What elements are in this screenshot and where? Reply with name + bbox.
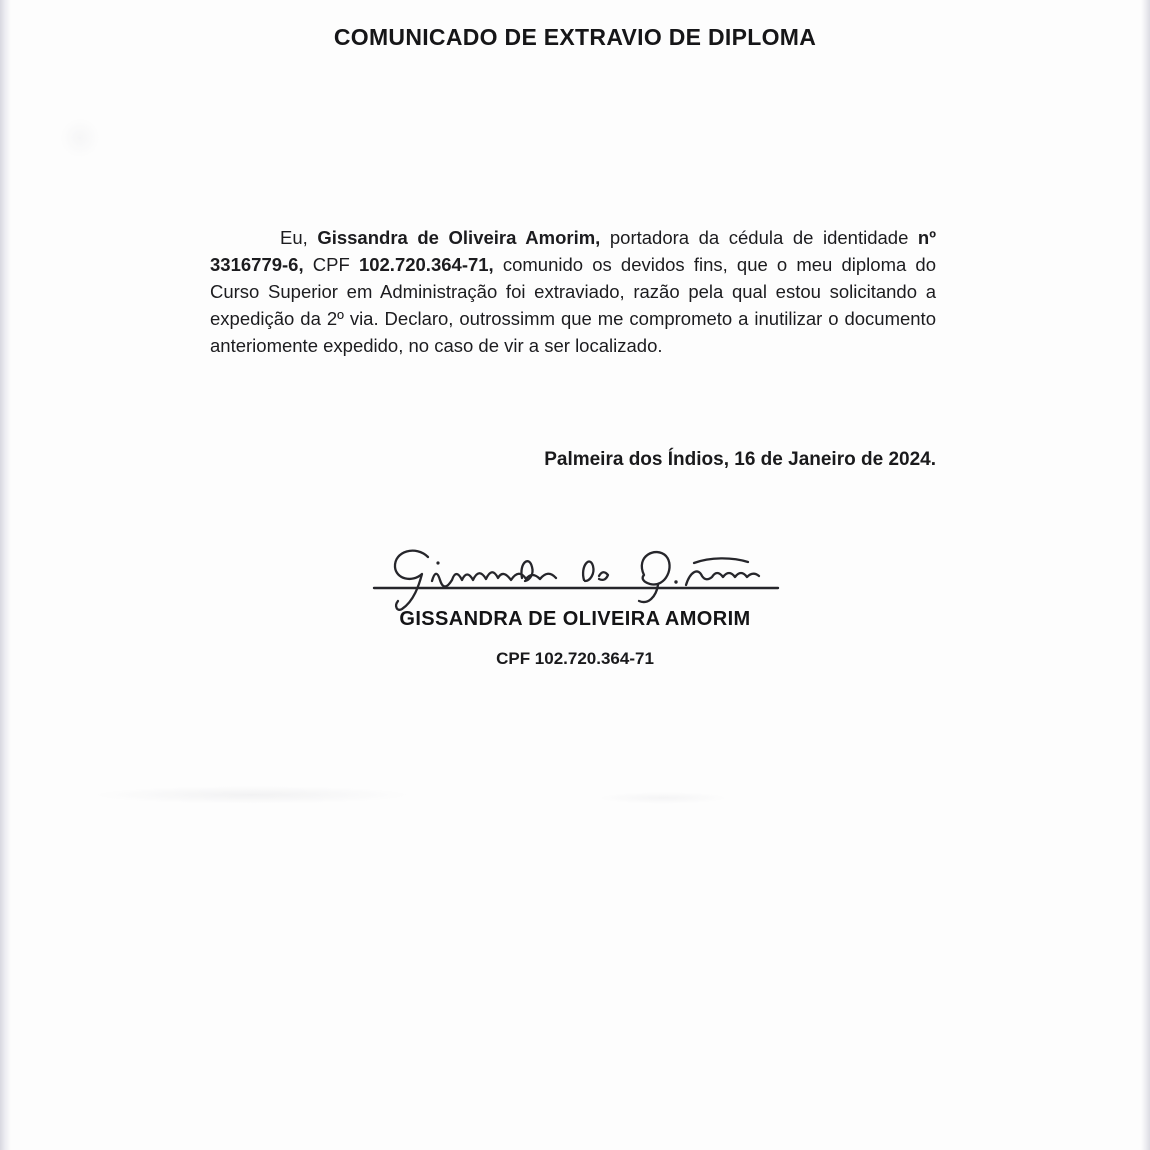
signatory-name: GISSANDRA DE OLIVEIRA AMORIM <box>399 608 751 630</box>
paragraph-segment: nº 3316779-6, <box>210 227 936 275</box>
scan-smudge <box>598 792 728 804</box>
scan-edge-left <box>0 0 11 1150</box>
document-title: COMUNICADO DE EXTRAVIO DE DIPLOMA <box>333 24 817 50</box>
paragraph-segment: 102.720.364-71, <box>358 254 494 275</box>
paragraph-segment: Eu, <box>280 227 318 248</box>
scan-smudge <box>60 118 100 158</box>
body-paragraph <box>210 224 936 359</box>
scan-edge-right <box>1141 0 1150 1150</box>
paragraph-segment: CPF <box>303 254 359 275</box>
paragraph-segment: comunido os devidos fins, que o meu diploma do Curso Superior em Administração foi extraviado, razão pela qual estou solicitando a expedição da 2º via. Declaro, outrossimm que me comprometo a inutilizar o documento anteriomente expedido, no caso de vir a ser localizado. <box>210 254 937 356</box>
signatory-cpf: CPF 102.720.364-71 <box>496 649 654 668</box>
paragraph-segment: Gissandra de Oliveira Amorim, <box>317 227 601 248</box>
date-line: Palmeira dos Índios, 16 de Janeiro de 2024. <box>544 449 936 470</box>
paragraph-segment: portadora da cédula de identidade <box>600 227 918 248</box>
scan-smudge <box>92 786 412 804</box>
